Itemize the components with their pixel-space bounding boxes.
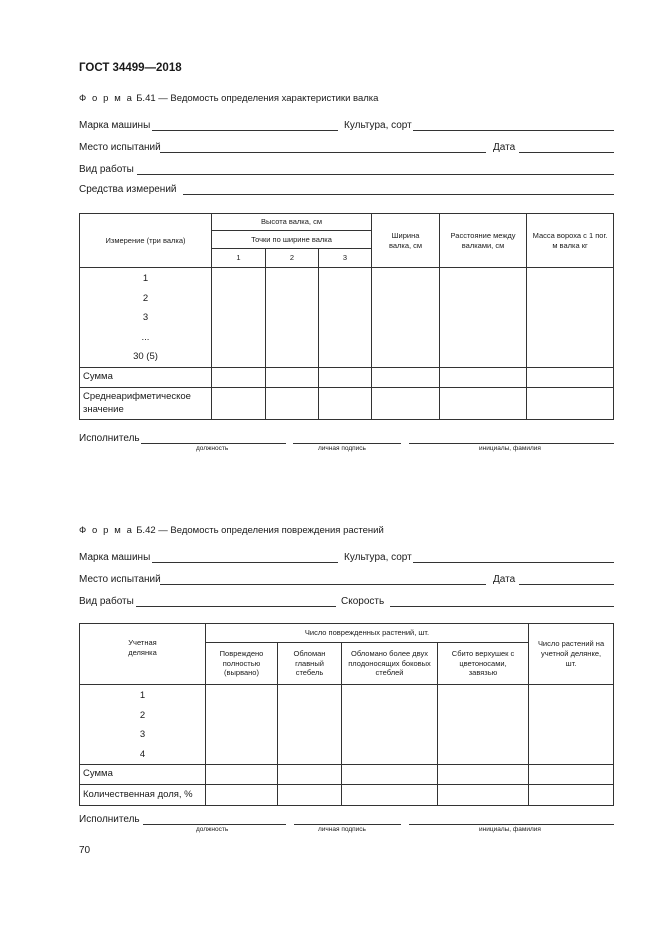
- data-cell[interactable]: [266, 388, 319, 420]
- col-points: Точки по ширине валка: [212, 231, 372, 249]
- form41-machine-field[interactable]: [152, 130, 338, 131]
- form42-table: [79, 623, 614, 806]
- form41-crop-label: Культура, сорт: [344, 120, 412, 131]
- data-cell[interactable]: [529, 785, 614, 806]
- col-side-stems: Обломано более двух плодоносящих боковых стеблей: [342, 643, 438, 685]
- form41-tools-label: Средства измерений: [79, 184, 177, 195]
- data-cell[interactable]: [278, 685, 342, 765]
- sum-row-label: Сумма: [80, 765, 206, 785]
- data-cell[interactable]: [278, 785, 342, 806]
- form41-tools-field[interactable]: [183, 194, 614, 195]
- data-cell[interactable]: [438, 785, 529, 806]
- data-cell[interactable]: [440, 388, 527, 420]
- form41-date-label: Дата: [493, 142, 516, 153]
- form41-signature-field[interactable]: [293, 443, 401, 444]
- data-cell[interactable]: [529, 765, 614, 785]
- form42-machine-field[interactable]: [152, 562, 338, 563]
- form42-speed-label: Скорость: [341, 596, 385, 607]
- col-tops: Сбито верхушек с цветоносами, завязью: [438, 643, 529, 685]
- plot-rows: [80, 685, 206, 765]
- data-cell[interactable]: [278, 765, 342, 785]
- row-label: 1: [139, 690, 146, 701]
- form41-executor-label: Исполнитель: [79, 433, 140, 444]
- data-cell[interactable]: [529, 685, 614, 765]
- col-mass: Масса вороха с 1 пог. м валка кг: [527, 214, 614, 268]
- data-cell[interactable]: [372, 388, 440, 420]
- data-cell[interactable]: [342, 785, 438, 806]
- data-cell[interactable]: [438, 765, 529, 785]
- measurement-rows: [80, 268, 212, 368]
- data-cell[interactable]: [206, 685, 278, 765]
- form42-machine-label: Марка машины: [79, 552, 151, 563]
- row-label: 2: [142, 292, 149, 304]
- sum-row-label: Сумма: [80, 368, 212, 388]
- form42-executor-label: Исполнитель: [79, 814, 140, 825]
- form42-place-field[interactable]: [160, 584, 486, 585]
- form41-caption-position: должность: [196, 445, 229, 452]
- form41-work-label: Вид работы: [79, 164, 134, 175]
- form42-signature-field[interactable]: [294, 824, 401, 825]
- data-cell[interactable]: [206, 765, 278, 785]
- point-3: 3: [319, 249, 372, 268]
- data-cell[interactable]: [372, 368, 440, 388]
- form42-date-field[interactable]: [519, 584, 614, 585]
- data-cell[interactable]: [266, 368, 319, 388]
- form41-caption-signature: личная подпись: [318, 445, 366, 452]
- form42-caption-signature: личная подпись: [318, 826, 366, 833]
- form42-work-label: Вид работы: [79, 596, 134, 607]
- row-label: 3: [139, 729, 146, 740]
- form42-date-label: Дата: [493, 574, 516, 585]
- data-cell[interactable]: [342, 765, 438, 785]
- row-label: 1: [142, 273, 149, 284]
- form42-work-field[interactable]: [136, 606, 336, 607]
- row-label: 3: [142, 312, 149, 323]
- data-cell[interactable]: [212, 368, 266, 388]
- form42-crop-label: Культура, сорт: [344, 552, 412, 563]
- form42-speed-field[interactable]: [390, 606, 614, 607]
- form41-position-field[interactable]: [141, 443, 286, 444]
- data-cell[interactable]: [212, 268, 266, 368]
- row-label: ...: [141, 331, 150, 343]
- col-total: Число растений на учетной делянке, шт.: [529, 624, 614, 685]
- col-height: Высота валка, см: [212, 214, 372, 231]
- form42-position-field[interactable]: [143, 824, 286, 825]
- mean-row-label: Среднеарифметическое значение: [80, 388, 212, 420]
- row-label: 2: [139, 709, 146, 721]
- form41-work-field[interactable]: [137, 174, 614, 175]
- document-header: ГОСТ 34499—2018: [79, 62, 182, 74]
- form42-title: [79, 525, 384, 536]
- form41-title: [79, 93, 378, 104]
- form42-title-prefix: Ф о р м а: [79, 525, 134, 536]
- row-label: 30 (5): [133, 351, 158, 362]
- col-measurement: Измерение (три валка): [80, 214, 212, 268]
- point-1: 1: [212, 249, 266, 268]
- data-cell[interactable]: [319, 268, 372, 368]
- col-damaged: Число поврежденных растений, шт.: [206, 624, 529, 643]
- data-cell[interactable]: [212, 388, 266, 420]
- data-cell[interactable]: [440, 268, 527, 368]
- col-width: Ширина валка, см: [372, 214, 440, 268]
- col-plot: Учетная делянка: [80, 624, 206, 685]
- data-cell[interactable]: [206, 785, 278, 806]
- data-cell[interactable]: [440, 368, 527, 388]
- form42-name-field[interactable]: [409, 824, 614, 825]
- form41-name-field[interactable]: [409, 443, 614, 444]
- form41-crop-field[interactable]: [413, 130, 614, 131]
- share-row-label: Количественная доля, %: [80, 785, 206, 806]
- page-number: 70: [79, 845, 91, 856]
- data-cell[interactable]: [319, 368, 372, 388]
- form41-date-field[interactable]: [519, 152, 614, 153]
- form42-crop-field[interactable]: [413, 562, 614, 563]
- form42-caption-position: должность: [196, 826, 229, 833]
- col-main-stem: Обломан главный стебель: [278, 643, 342, 685]
- data-cell[interactable]: [527, 268, 614, 368]
- form41-title-text: Б.41 — Ведомость определения характеристики валка: [133, 93, 379, 104]
- form41-caption-name: инициалы, фамилия: [479, 445, 541, 452]
- col-distance: Расстояние между валками, см: [440, 214, 527, 268]
- data-cell[interactable]: [266, 268, 319, 368]
- data-cell[interactable]: [438, 685, 529, 765]
- data-cell[interactable]: [319, 388, 372, 420]
- form41-machine-label: Марка машины: [79, 120, 151, 131]
- form41-place-field[interactable]: [160, 152, 486, 153]
- form42-title-text: Б.42 — Ведомость определения повреждения растений: [133, 525, 384, 536]
- form42-place-label: Место испытаний: [79, 574, 161, 585]
- point-2: 2: [266, 249, 319, 268]
- data-cell[interactable]: [527, 388, 614, 420]
- data-cell[interactable]: [372, 268, 440, 368]
- data-cell[interactable]: [342, 685, 438, 765]
- form41-place-label: Место испытаний: [79, 142, 161, 153]
- form41-title-prefix: Ф о р м а: [79, 93, 134, 104]
- col-pulled: Повреждено полностью (вырвано): [206, 643, 278, 685]
- form41-table: [79, 213, 614, 420]
- data-cell[interactable]: [527, 368, 614, 388]
- row-label: 4: [139, 748, 146, 760]
- form42-caption-name: инициалы, фамилия: [479, 826, 541, 833]
